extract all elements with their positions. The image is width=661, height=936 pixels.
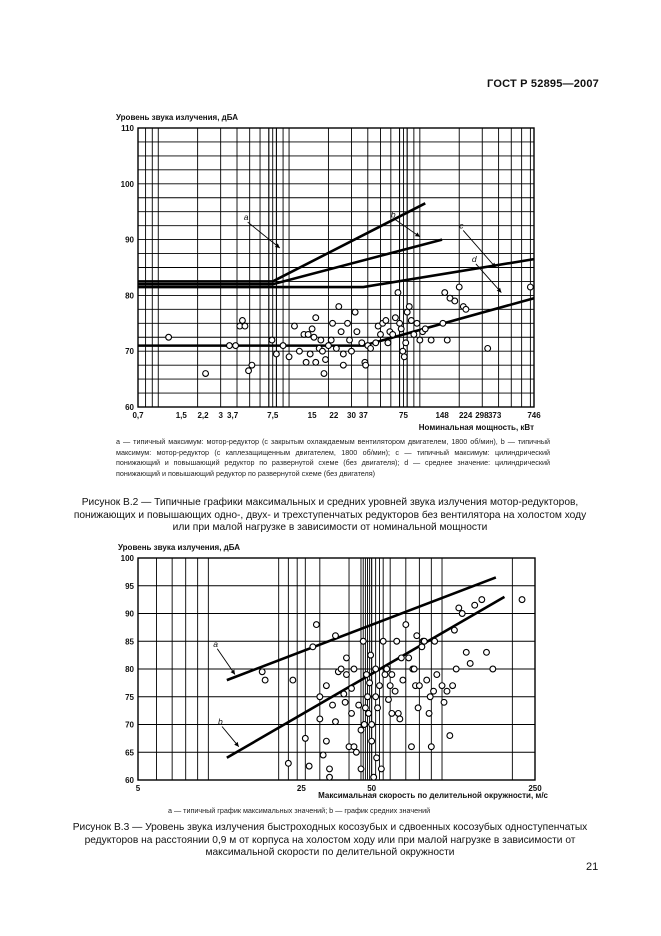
line-label-a: a — [243, 212, 249, 223]
data-point — [398, 655, 404, 661]
data-point — [453, 666, 459, 672]
line-label-b: b — [390, 209, 396, 220]
data-point — [490, 666, 496, 672]
data-point — [375, 705, 381, 711]
x-tick-label: 250 — [528, 784, 542, 793]
line-label-arrow — [217, 649, 235, 675]
x-tick-label: 15 — [307, 411, 317, 420]
data-point — [366, 711, 372, 717]
data-point — [369, 738, 375, 744]
x-tick-label: 30 — [347, 411, 356, 420]
data-point — [367, 680, 373, 686]
data-point — [333, 719, 339, 725]
data-point — [450, 683, 456, 689]
data-point — [344, 655, 350, 661]
data-point — [361, 722, 367, 728]
x-tick-label: 0,7 — [132, 411, 144, 420]
y-tick-label: 90 — [125, 235, 134, 245]
data-point — [384, 666, 390, 672]
data-point — [371, 774, 377, 780]
y-tick-label: 65 — [125, 748, 134, 758]
arrow-head — [231, 670, 235, 675]
data-point — [441, 699, 447, 705]
x-axis-title: Номинальная мощность, кВт — [418, 423, 534, 432]
x-tick-label: 298 — [475, 411, 489, 420]
data-point — [330, 702, 336, 708]
data-point — [419, 644, 425, 650]
x-tick-label: 148 — [435, 411, 449, 420]
y-tick-label: 90 — [125, 609, 134, 619]
data-point — [403, 622, 409, 628]
y-tick-label: 100 — [120, 179, 134, 189]
x-tick-label: 25 — [296, 784, 306, 793]
data-point — [349, 711, 355, 717]
y-tick-label: 85 — [125, 637, 134, 647]
y-tick-label: 100 — [120, 554, 134, 563]
y-tick-label: 60 — [125, 776, 134, 785]
data-point — [431, 688, 437, 694]
data-point — [374, 755, 380, 761]
x-tick-label: 224 — [458, 411, 473, 420]
data-point — [397, 716, 403, 722]
line-label-c: c — [459, 220, 464, 231]
x-tick-label: 3,7 — [227, 411, 239, 420]
data-point — [400, 677, 406, 683]
figure-b3-legend: а — типичный график максимальных значений; b — график средних значений — [168, 806, 431, 815]
data-point — [432, 638, 438, 644]
data-point — [452, 627, 458, 633]
data-point — [459, 611, 465, 617]
y-tick-label: 95 — [125, 581, 134, 591]
data-point — [394, 638, 400, 644]
x-tick-label: 1,5 — [175, 411, 187, 420]
data-point — [259, 669, 265, 675]
x-tick-label: 5 — [135, 784, 141, 793]
data-point — [414, 633, 420, 639]
data-point — [439, 683, 445, 689]
data-point — [411, 666, 417, 672]
data-point — [415, 705, 421, 711]
x-tick-label: 75 — [399, 411, 408, 420]
y-axis-title: Уровень звука излучения, дБА — [118, 543, 240, 552]
data-point — [463, 649, 469, 655]
data-point — [447, 733, 453, 739]
figure-b3-caption: Рисунок В.3 — Уровень звука излучения быстроходных косозубых и сдвоенных косозубых одноступенчатых редукторов на расстоянии 0,9 м от корпуса на холостом ходу или при малой нагрузке в зависимости от максимальной скорости по делительной окружности — [72, 822, 588, 858]
data-point — [389, 711, 395, 717]
data-point — [386, 697, 392, 703]
data-point — [327, 766, 333, 772]
data-point — [262, 677, 268, 683]
data-point — [424, 677, 430, 683]
figure-b2-caption: Рисунок В.2 — Типичные графики максимальных и средних уровней звука излучения мотор-редукторов, понижающих и повышающих одно-, двух- и трехступенчатых редукторов без вентилятора на холостом ходу или при малой нагрузке в зависимости от номинальной мощности — [73, 497, 587, 533]
data-point — [373, 694, 379, 700]
data-point — [317, 716, 323, 722]
data-point — [344, 672, 350, 678]
data-point — [365, 694, 371, 700]
x-tick-label: 3 — [218, 411, 223, 420]
y-tick-label: 70 — [125, 720, 134, 730]
data-point — [467, 661, 473, 667]
data-point — [406, 655, 412, 661]
data-point — [416, 683, 422, 689]
data-point — [382, 672, 388, 678]
data-point — [426, 711, 432, 717]
data-point — [421, 638, 427, 644]
x-tick-label: 2,2 — [197, 411, 209, 420]
data-point — [341, 691, 347, 697]
y-tick-label: 80 — [125, 291, 134, 301]
line-label-a: a — [213, 638, 219, 649]
data-point — [389, 672, 395, 678]
data-point — [317, 694, 323, 700]
x-tick-label: 373 — [487, 411, 502, 420]
data-point — [320, 752, 326, 758]
data-point — [351, 744, 357, 750]
data-point — [472, 602, 478, 608]
data-point — [358, 766, 364, 772]
y-axis-title: Уровень звука излучения, дБА — [116, 113, 238, 122]
standard-header: ГОСТ Р 52895—2007 — [487, 78, 599, 90]
data-point — [323, 683, 329, 689]
data-point — [434, 672, 440, 678]
x-tick-label: 37 — [358, 411, 368, 420]
line-label-d: d — [471, 253, 477, 264]
data-point — [351, 666, 357, 672]
data-point — [444, 688, 450, 694]
data-point — [360, 638, 366, 644]
data-point — [353, 749, 359, 755]
data-point — [327, 774, 333, 780]
data-point — [519, 597, 525, 603]
x-tick-label: 7,5 — [267, 411, 279, 420]
figure-b2-legend: а — типичный максимум: мотор-редуктор (с закрытым охлаждаемым вентилятором двигателем, 1800 об/мин), b — типичный максимум: мотор-редуктор (с каплезащищенным двигателем, 1800 об/мин); с — типичный максимум: цилиндрический понижающий и повышающий редуктор по развернутой схеме (без двигателя); d — среднее значение: цилиндрический понижающий и повышающий редуктор по развернутой схеме (без двигателя) — [116, 437, 550, 478]
x-tick-label: 50 — [367, 784, 377, 793]
data-point — [377, 683, 383, 689]
data-point — [338, 666, 344, 672]
data-point — [285, 760, 291, 766]
data-point — [310, 644, 316, 650]
data-point — [395, 711, 401, 717]
data-point — [484, 649, 490, 655]
data-point — [387, 683, 393, 689]
page-number: 21 — [586, 861, 599, 873]
data-point — [369, 722, 375, 728]
data-point — [427, 694, 433, 700]
y-tick-label: 75 — [125, 692, 134, 702]
y-tick-label: 110 — [121, 124, 134, 133]
data-point — [358, 727, 364, 733]
data-point — [349, 686, 355, 692]
data-point — [373, 666, 379, 672]
data-point — [428, 744, 434, 750]
y-tick-label: 60 — [125, 403, 134, 412]
data-point — [368, 652, 374, 658]
data-point — [456, 605, 462, 611]
data-point — [409, 744, 415, 750]
data-point — [378, 766, 384, 772]
data-point — [323, 738, 329, 744]
data-point — [342, 699, 348, 705]
data-point — [306, 763, 312, 769]
data-point — [392, 688, 398, 694]
data-point — [380, 638, 386, 644]
line-label-b: b — [218, 716, 223, 727]
y-tick-label: 70 — [125, 347, 134, 357]
data-point — [362, 705, 368, 711]
data-point — [479, 597, 485, 603]
x-axis-title: Максимальная скорость по делительной окружности, м/с — [318, 791, 548, 800]
x-tick-label: 22 — [329, 411, 339, 420]
data-point — [302, 735, 308, 741]
y-tick-label: 80 — [125, 665, 134, 674]
data-point — [356, 702, 362, 708]
data-point — [364, 672, 370, 678]
data-point — [290, 677, 296, 683]
data-point — [313, 622, 319, 628]
x-tick-label: 746 — [527, 411, 541, 420]
data-point — [333, 633, 339, 639]
